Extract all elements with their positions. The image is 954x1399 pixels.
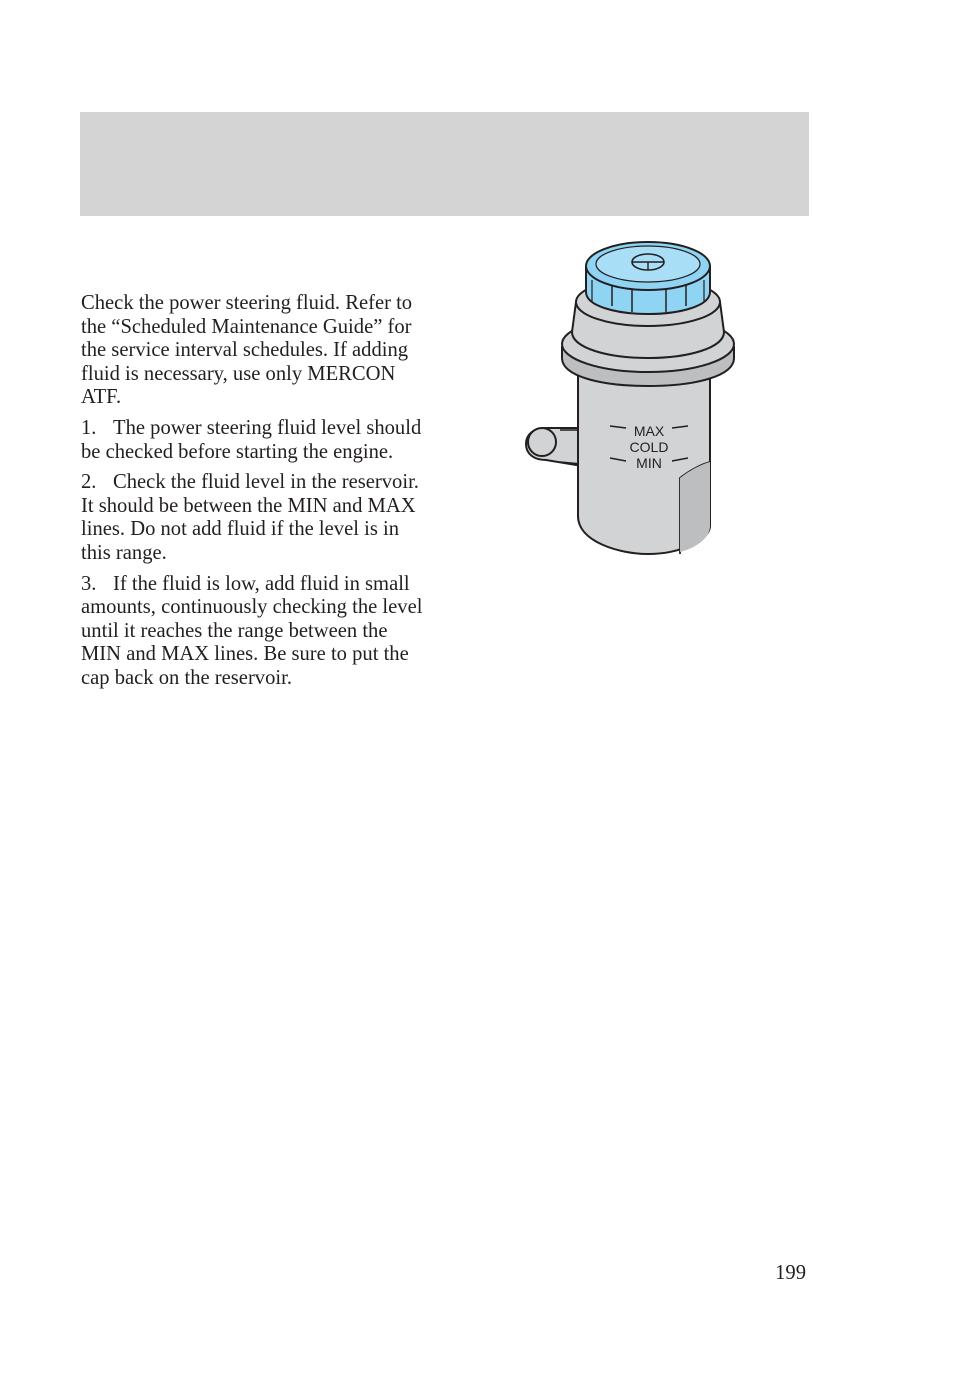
step-text: The power steering fluid level should be checked before starting the engine. bbox=[81, 416, 422, 463]
step-1 bbox=[81, 417, 431, 464]
step-2 bbox=[81, 471, 431, 565]
min-label: MIN bbox=[636, 455, 662, 471]
step-text: Check the fluid level in the reservoir. It should be between the MIN and MAX lines. Do not add fluid if the level is in this range. bbox=[81, 471, 419, 564]
cold-label: COLD bbox=[629, 439, 669, 455]
inlet-tube-end bbox=[528, 428, 556, 456]
intro-paragraph: Check the power steering fluid. Refer to the “Scheduled Maintenance Guide” for the service interval schedules. If adding fluid is necessary, use only MERCON ATF. bbox=[81, 292, 413, 409]
reservoir-illustration bbox=[520, 236, 740, 560]
step-number: 1. bbox=[81, 416, 97, 439]
header-band bbox=[80, 112, 809, 216]
step-text: If the fluid is low, add fluid in small amounts, continuously checking the level until it reaches the range between the MIN and MAX lines. Be sure to put the cap back on the reservoir. bbox=[81, 572, 423, 689]
reservoir-cap bbox=[586, 242, 710, 314]
page-number: 199 bbox=[775, 1262, 806, 1284]
step-3 bbox=[81, 573, 431, 691]
body-text bbox=[81, 292, 431, 698]
power-steering-reservoir-figure bbox=[520, 236, 740, 560]
step-number: 3. bbox=[81, 572, 97, 595]
body-shade bbox=[680, 462, 710, 552]
max-label: MAX bbox=[633, 423, 665, 439]
step-number: 2. bbox=[81, 471, 97, 494]
